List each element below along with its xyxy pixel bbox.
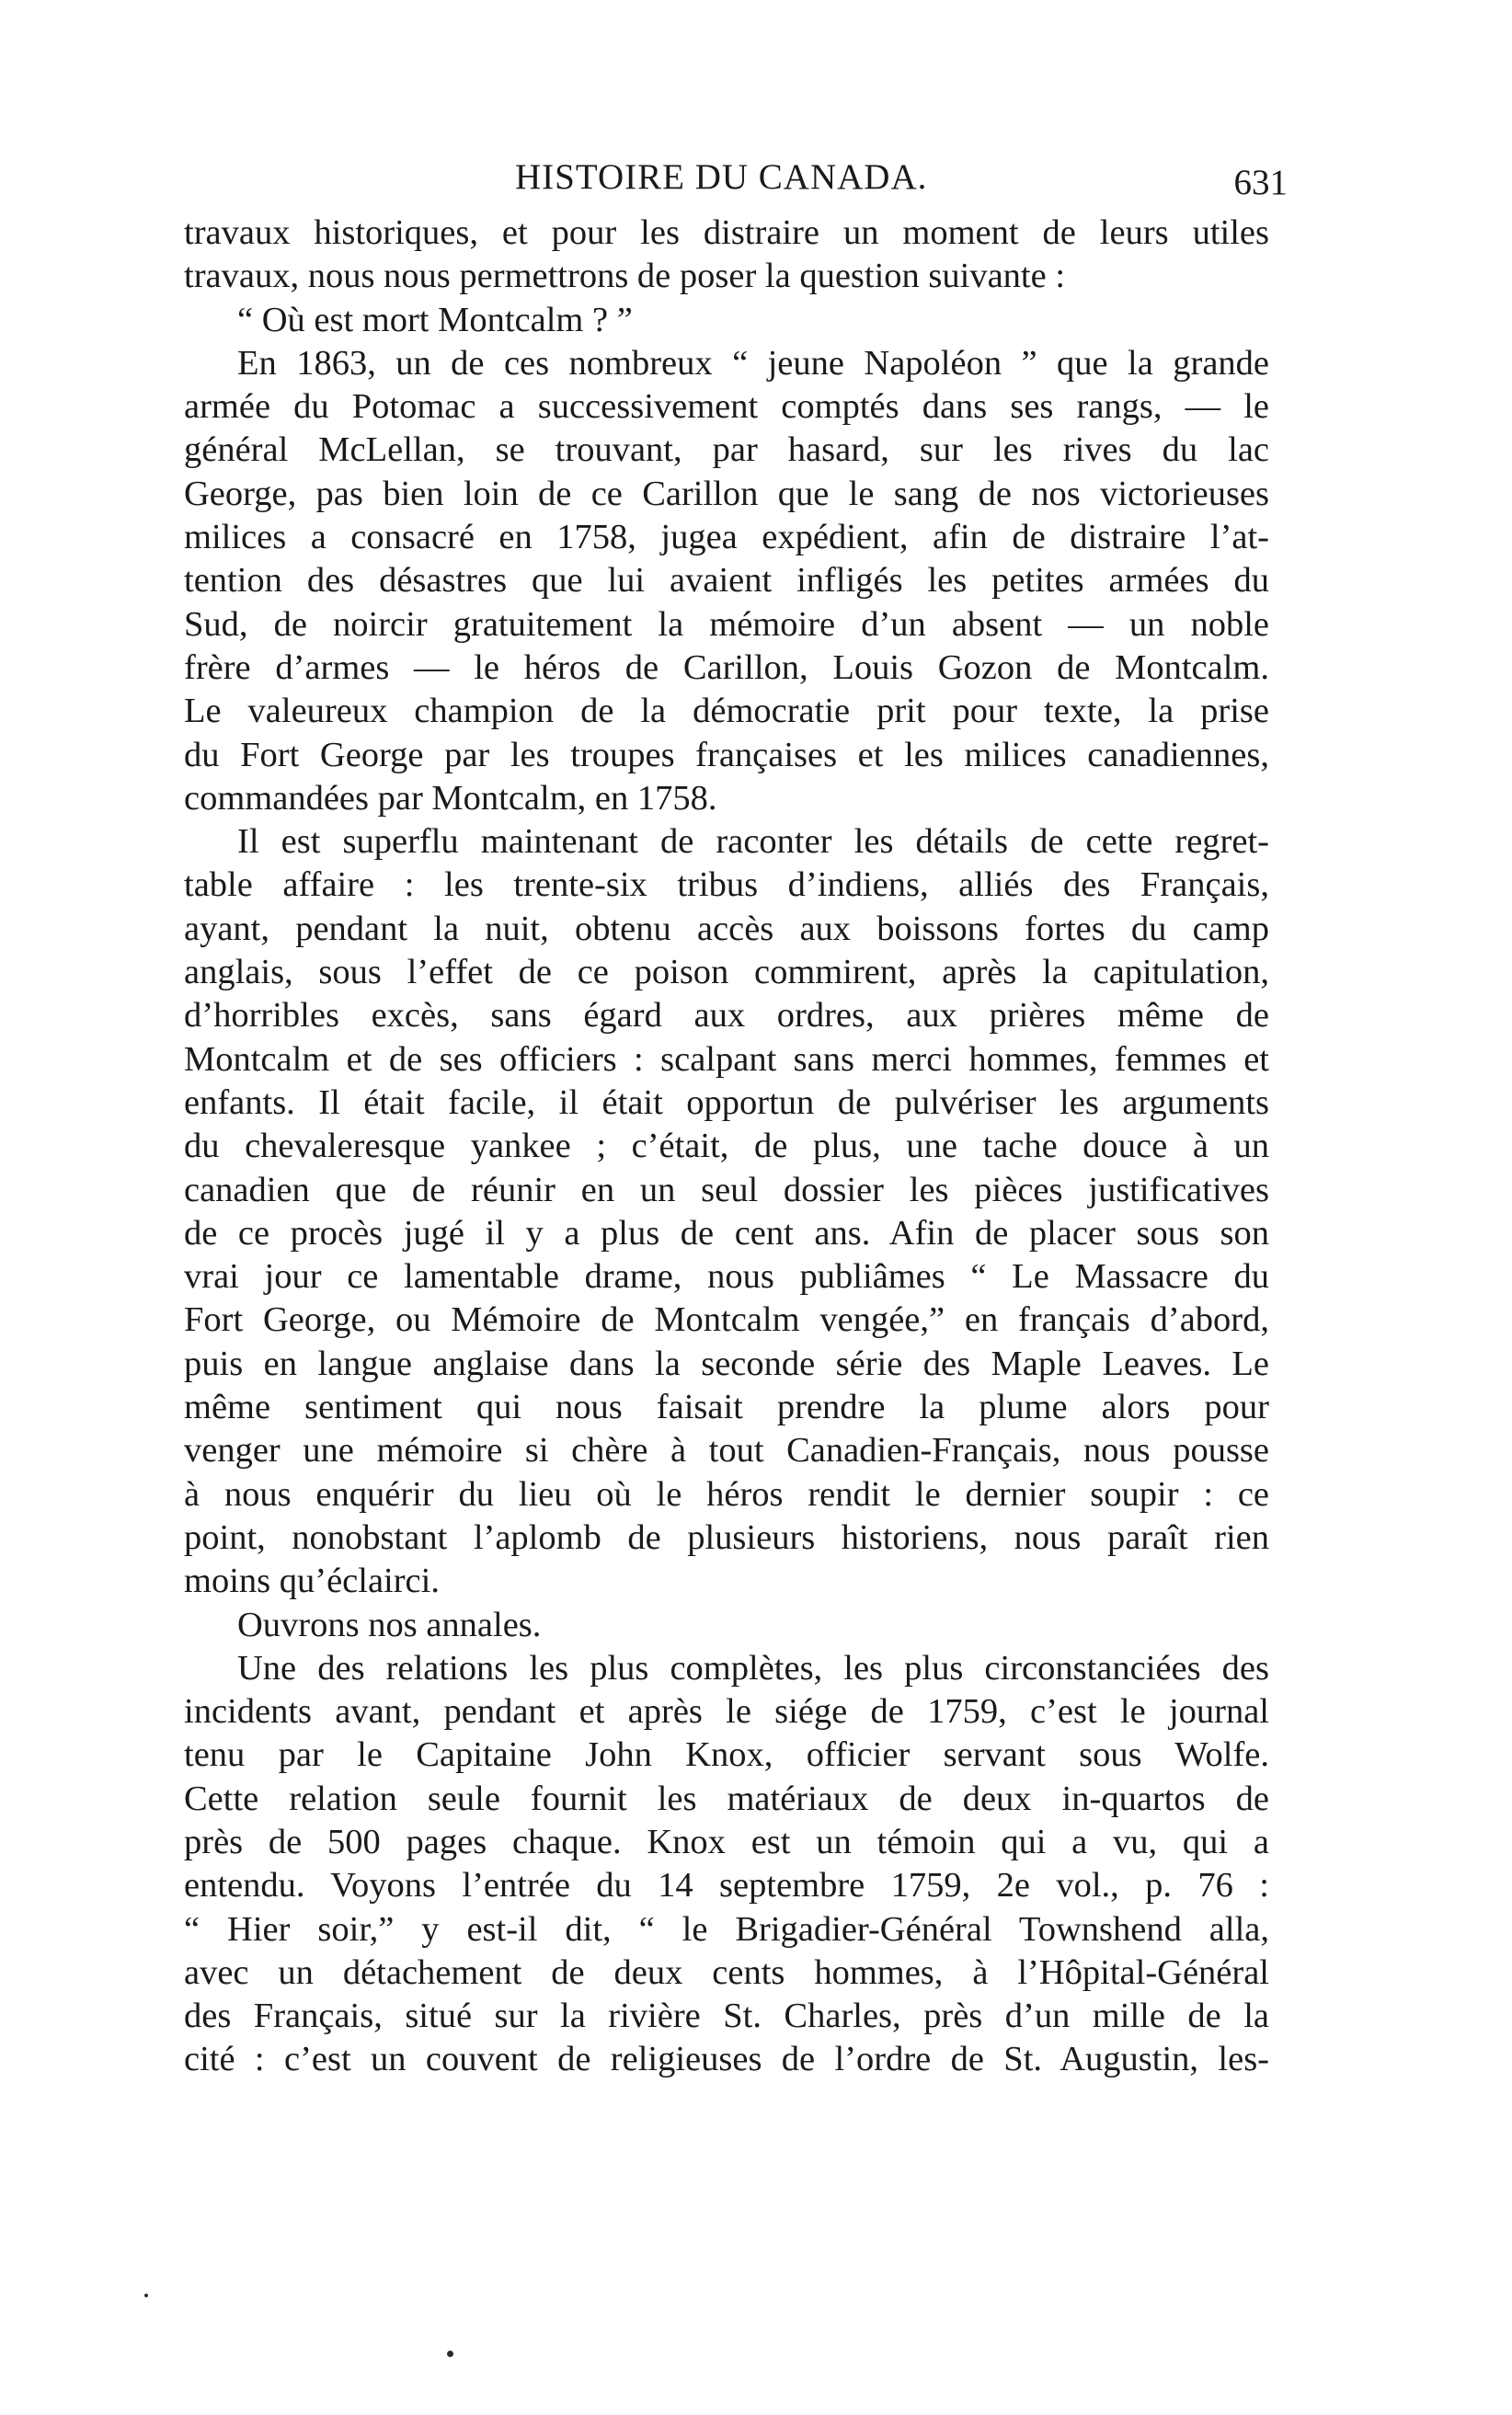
text-line: tention des désastres que lui avaient infligés les petites armées du <box>184 561 1269 601</box>
text-line: à nous enquérir du lieu où le héros rendit le dernier soupir : ce <box>184 1474 1269 1514</box>
text-line: Ouvrons nos annales. <box>237 1605 542 1644</box>
text-line: George, pas bien loin de ce Carillon que le sang de nos victorieuses <box>184 474 1269 513</box>
text-line: général McLellan, se trouvant, par hasard, sur les rives du lac <box>184 430 1269 470</box>
text-line: Sud, de noircir gratuitement la mémoire d’un absent — un noble <box>184 604 1269 644</box>
text-line: du chevaleresque yankee ; c’était, de plus, une tache douce à un <box>184 1127 1269 1166</box>
text-line: incidents avant, pendant et après le siége de 1759, c’est le journal <box>184 1692 1269 1732</box>
text-line: des Français, situé sur la rivière St. Charles, près d’un mille de la <box>184 1997 1269 2036</box>
body-text <box>184 212 1269 2082</box>
text-line: travaux, nous nous permettrons de poser la question suivante : <box>184 257 1066 296</box>
text-line: frère d’armes — le héros de Carillon, Louis Gozon de Montcalm. <box>184 647 1269 687</box>
text-line: Fort George, ou Mémoire de Montcalm vengée,” en français d’abord, <box>184 1300 1269 1340</box>
text-line: commandées par Montcalm, en 1758. <box>184 778 717 818</box>
running-header <box>184 156 1288 202</box>
text-line: “ Hier soir,” y est-il dit, “ le Brigadier-Général Townshend alla, <box>184 1909 1269 1949</box>
text-line: Montcalm et de ses officiers : scalpant sans merci hommes, femmes et <box>184 1039 1269 1079</box>
text-line: table affaire : les trente-six tribus d’indiens, alliés des Français, <box>184 865 1269 905</box>
text-line: milices a consacré en 1758, jugea expédient, afin de distraire l’at- <box>184 518 1269 557</box>
text-line: Le valeureux champion de la démocratie prit pour texte, la prise <box>184 692 1269 731</box>
text-line: armée du Potomac a successivement comptés dans ses rangs, — le <box>184 387 1269 427</box>
text-line: d’horribles excès, sans égard aux ordres, aux prières même de <box>184 996 1269 1036</box>
text-line: du Fort George par les troupes françaises et les milices canadiennes, <box>184 735 1269 774</box>
text-line: venger une mémoire si chère à tout Canadien-Français, nous pousse <box>184 1431 1269 1471</box>
text-line: canadien que de réunir en un seul dossier les pièces justificatives <box>184 1170 1269 1209</box>
text-line: travaux historiques, et pour les distraire un moment de leurs utiles <box>184 213 1269 252</box>
text-line: puis en langue anglaise dans la seconde série des Maple Leaves. Le <box>184 1344 1269 1383</box>
text-line: point, nonobstant l’aplomb de plusieurs historiens, nous paraît rien <box>184 1517 1269 1557</box>
text-line: En 1863, un de ces nombreux “ jeune Napoléon ” que la grande <box>237 343 1269 383</box>
text-line: Une des relations les plus complètes, les plus circonstanciées des <box>237 1648 1269 1688</box>
text-line: Il est superflu maintenant de raconter les détails de cette regret- <box>237 822 1269 862</box>
text-line: près de 500 pages chaque. Knox est un témoin qui a vu, qui a <box>184 1822 1269 1861</box>
print-speck <box>447 2351 453 2357</box>
text-line: “ Où est mort Montcalm ? ” <box>237 300 633 339</box>
page-number: 631 <box>1233 163 1288 202</box>
text-line: avec un détachement de deux cents hommes, à l’Hôpital-Général <box>184 1952 1269 1992</box>
text-line: anglais, sous l’effet de ce poison commirent, après la capitulation, <box>184 953 1269 992</box>
text-line: moins qu’éclairci. <box>184 1562 440 1601</box>
text-line: ayant, pendant la nuit, obtenu accès aux boissons fortes du camp <box>184 909 1269 948</box>
text-line: enfants. Il était facile, il était opportun de pulvériser les arguments <box>184 1082 1269 1122</box>
text-line: de ce procès jugé il y a plus de cent ans. Afin de placer sous son <box>184 1213 1269 1253</box>
print-speck <box>144 2294 148 2297</box>
running-title: HISTOIRE DU CANADA. <box>515 157 928 197</box>
text-line: vrai jour ce lamentable drame, nous publiâmes “ Le Massacre du <box>184 1257 1269 1297</box>
text-line: tenu par le Capitaine John Knox, officier servant sous Wolfe. <box>184 1735 1269 1775</box>
text-line: Cette relation seule fournit les matériaux de deux in-quartos de <box>184 1779 1269 1818</box>
text-line: entendu. Voyons l’entrée du 14 septembre 1759, 2e vol., p. 76 : <box>184 1866 1269 1906</box>
text-line: même sentiment qui nous faisait prendre la plume alors pour <box>184 1388 1269 1427</box>
text-line: cité : c’est un couvent de religieuses de l’ordre de St. Augustin, les- <box>184 2040 1269 2079</box>
